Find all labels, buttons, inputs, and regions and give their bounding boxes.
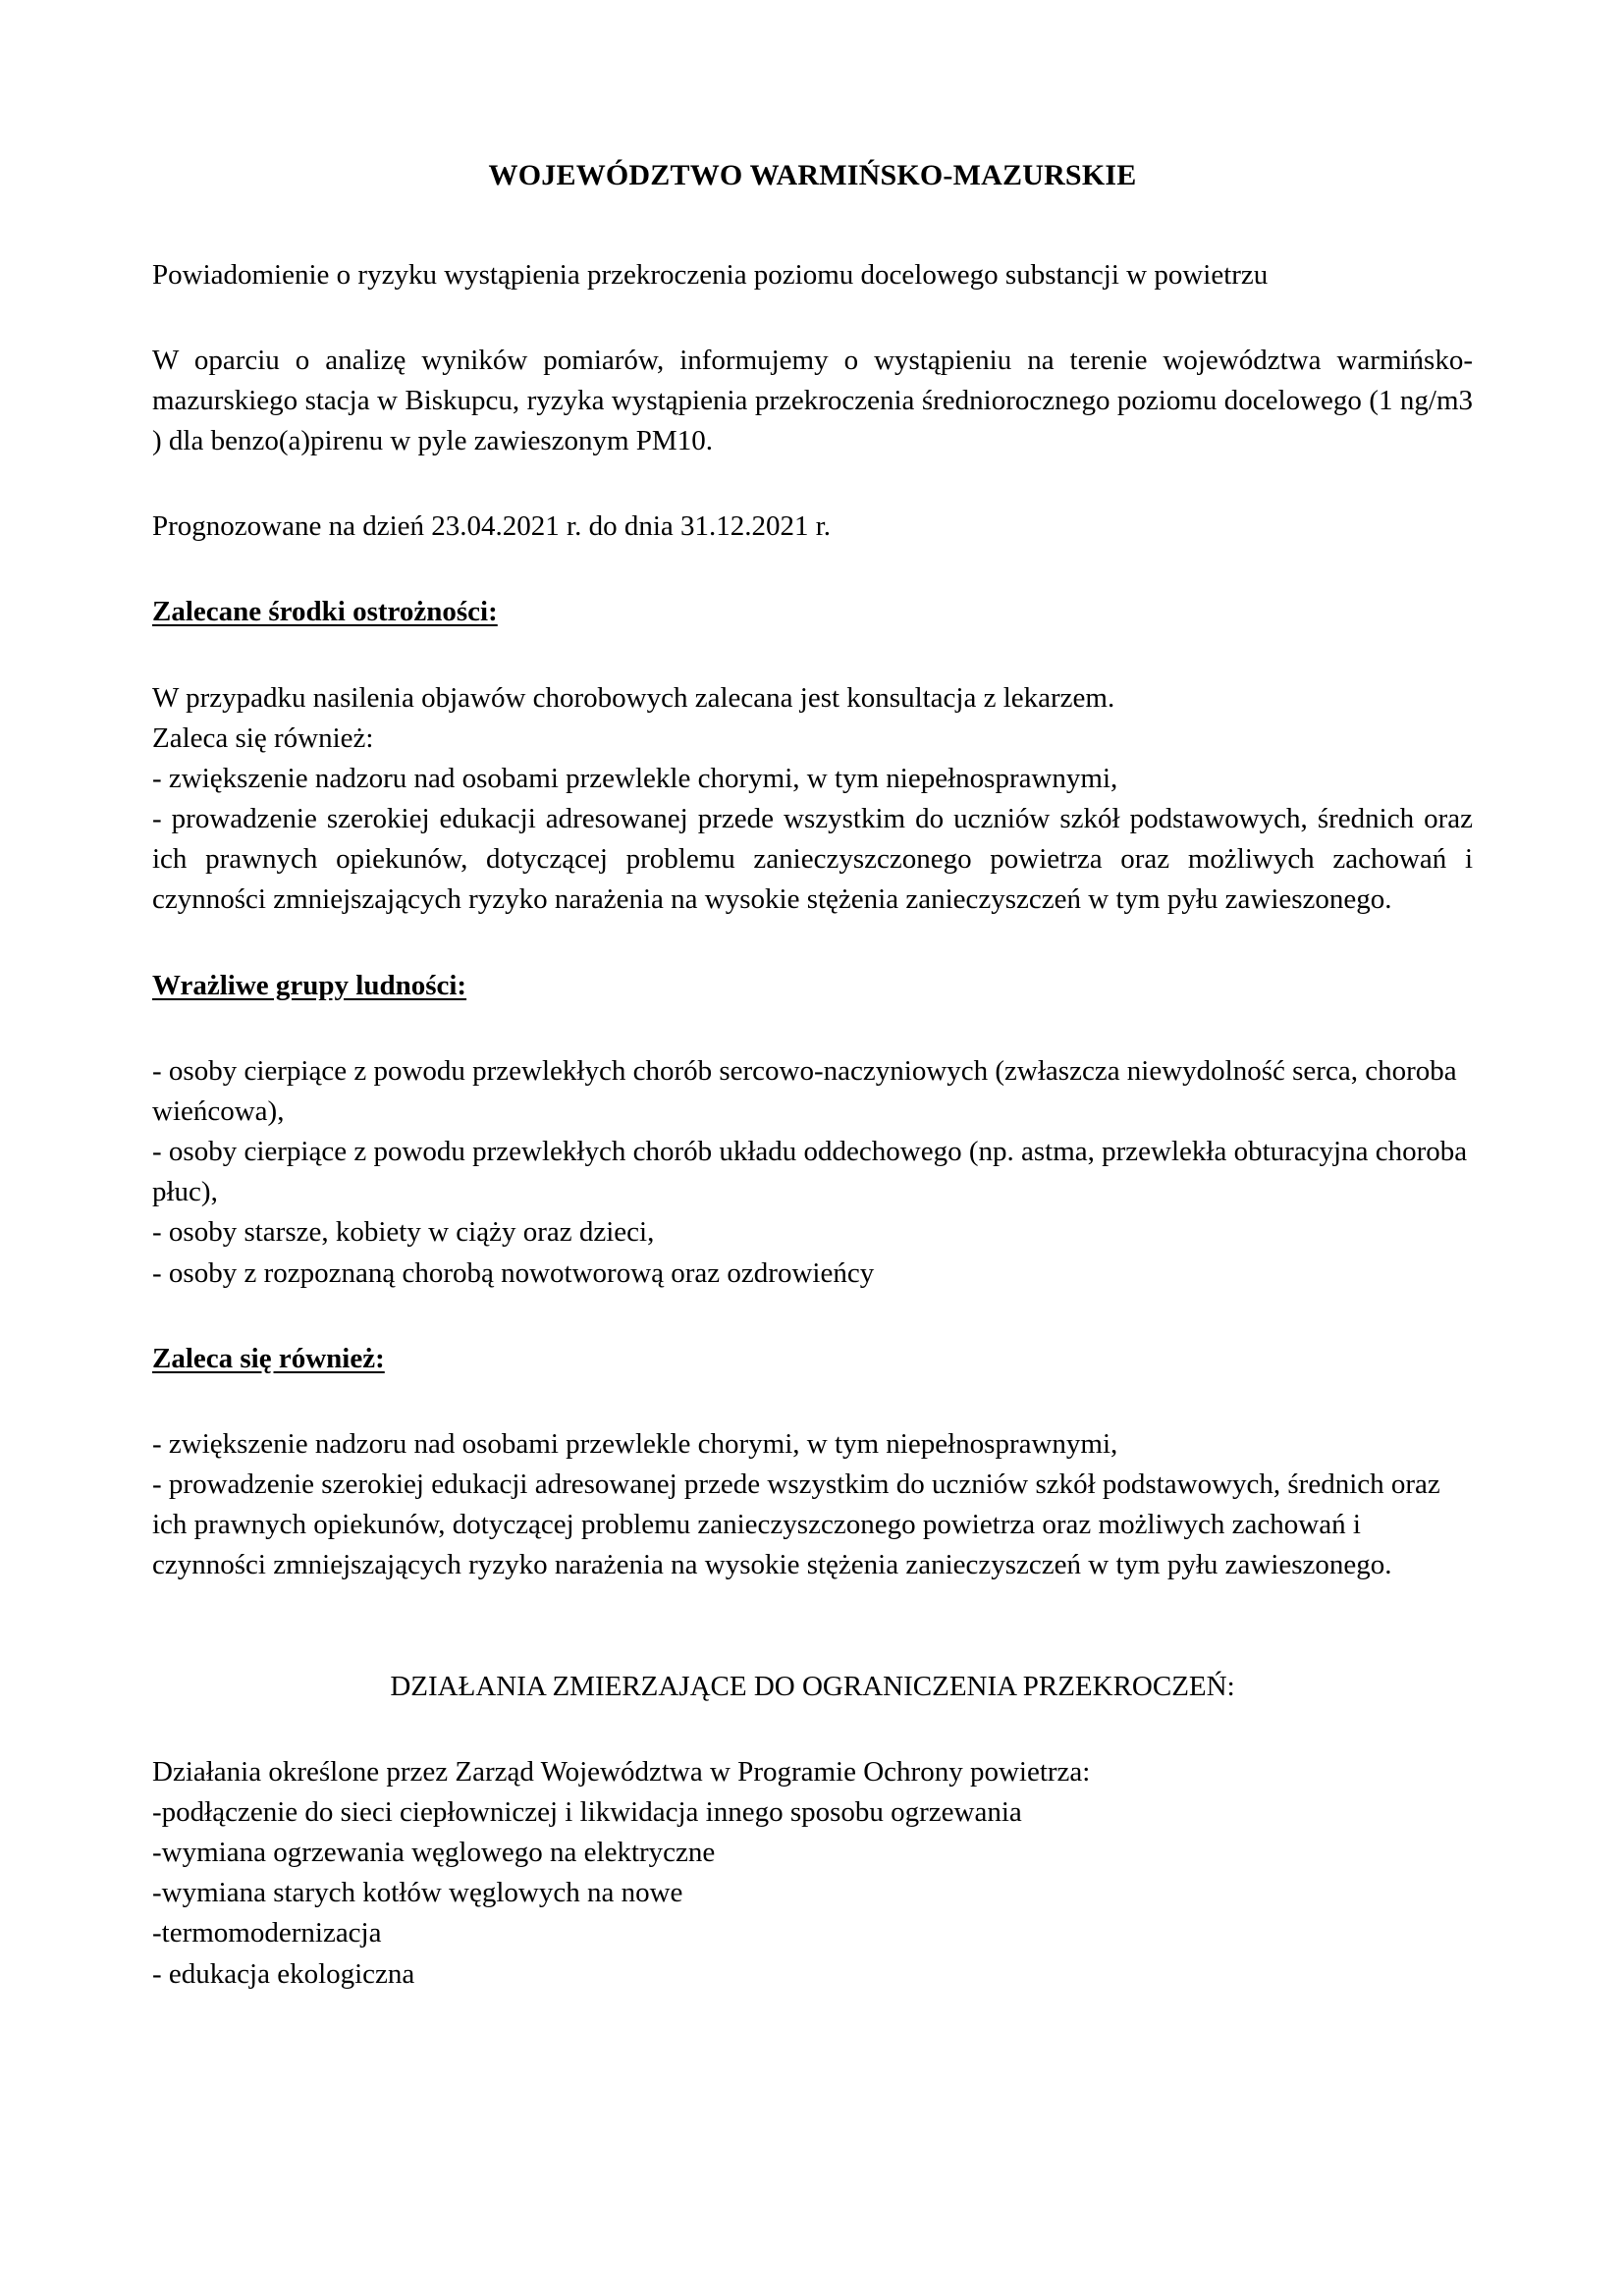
spacer xyxy=(152,633,1473,678)
list-item: -termomodernizacja xyxy=(152,1917,382,1949)
spacer xyxy=(152,1379,1473,1424)
document-content xyxy=(152,0,1481,1995)
spacer xyxy=(152,295,1473,341)
list-item: - osoby z rozpoznaną chorobą nowotworową oraz ozdrowieńcy xyxy=(152,1256,875,1289)
list-item: -wymiana starych kotłów węglowych na nowe xyxy=(152,1877,683,1909)
list-item: - osoby cierpiące z powodu przewlekłych chorób układu oddechowego (np. astma, przewlekła obturacyjna choroba płuc), xyxy=(152,1136,1475,1208)
precautions-heading: Zalecane środki ostrożności: xyxy=(152,596,498,628)
list-item: - osoby starsze, kobiety w ciąży oraz dzieci, xyxy=(152,1216,655,1249)
list-item: - zwiększenie nadzoru nad osobami przewlekle chorymi, w tym niepełnosprawnymi, xyxy=(152,1427,1118,1460)
list-item: -wymiana ogrzewania węglowego na elektryczne xyxy=(152,1837,716,1869)
list-item: - edukacja ekologiczna xyxy=(152,1957,415,1990)
spacer xyxy=(152,1006,1473,1051)
precautions-intro-line-1: W przypadku nasilenia objawów chorobowych zalecana jest konsultacja z lekarzem. xyxy=(152,681,1115,714)
page-title: WOJEWÓDZTWO WARMIŃSKO-MAZURSKIE xyxy=(488,159,1137,191)
recommendations-block xyxy=(152,1424,1473,1586)
list-item: - osoby cierpiące z powodu przewlekłych chorób sercowo-naczyniowych (zwłaszcza niewydolność serca, choroba wieńcowa), xyxy=(152,1054,1464,1127)
intro-line: Powiadomienie o ryzyku wystąpienia przekroczenia poziomu docelowego substancji w powietrzu xyxy=(152,258,1269,291)
sensitive-groups-heading: Wrażliwe grupy ludności: xyxy=(152,969,467,1001)
sensitive-groups-block xyxy=(152,1051,1473,1294)
actions-intro: Działania określone przez Zarząd Województwa w Programie Ochrony powietrza: xyxy=(152,1755,1091,1788)
actions-heading: DZIAŁANIA ZMIERZAJĄCE DO OGRANICZENIA PRZEKROCZEŃ: xyxy=(390,1670,1235,1702)
list-item: -podłączenie do sieci ciepłowniczej i likwidacja innego sposobu ogrzewania xyxy=(152,1795,1022,1828)
forecast-line: Prognozowane na dzień 23.04.2021 r. do dnia 31.12.2021 r. xyxy=(152,510,832,543)
spacer xyxy=(152,1294,1473,1339)
recommendations-heading: Zaleca się również: xyxy=(152,1342,385,1374)
spacer xyxy=(152,1707,1473,1752)
spacer xyxy=(152,547,1473,592)
spacer xyxy=(152,1586,1473,1667)
precautions-block xyxy=(152,678,1481,921)
list-item: - prowadzenie szerokiej edukacji adresowanej przede wszystkim do uczniów szkół podstawowych, średnich oraz ich prawnych opiekunów, dotyczącej problemu zanieczyszczonego powietrza oraz możliwych zachowań i czynności zmniejszających ryzyko narażenia na wysokie stężenia zanieczyszczeń w tym pyłu zawieszonego. xyxy=(152,803,1481,916)
body-paragraph: W oparciu o analizę wyników pomiarów, informujemy o wystąpieniu na terenie województwa warmińsko-mazurskiego stacja w Biskupcu, ryzyka wystąpienia przekroczenia średniorocznego poziomu docelowego (1 ng/m3 ) dla benzo(a)pirenu w pyle zawieszonym PM10. xyxy=(152,344,1473,457)
spacer xyxy=(152,194,1473,255)
spacer xyxy=(152,921,1473,966)
precautions-intro-line-2: Zaleca się również: xyxy=(152,721,374,754)
actions-block xyxy=(152,1752,1473,1995)
spacer xyxy=(152,461,1473,507)
list-item: - prowadzenie szerokiej edukacji adresowanej przede wszystkim do uczniów szkół podstawowych, średnich oraz ich prawnych opiekunów, dotyczącej problemu zanieczyszczonego powietrza oraz możliwych zachowań i czynności zmniejszających ryzyko narażenia na wysokie stężenia zanieczyszczeń w tym pyłu zawieszonego. xyxy=(152,1468,1448,1581)
list-item: - zwiększenie nadzoru nad osobami przewlekle chorymi, w tym niepełnosprawnymi, xyxy=(152,762,1118,794)
